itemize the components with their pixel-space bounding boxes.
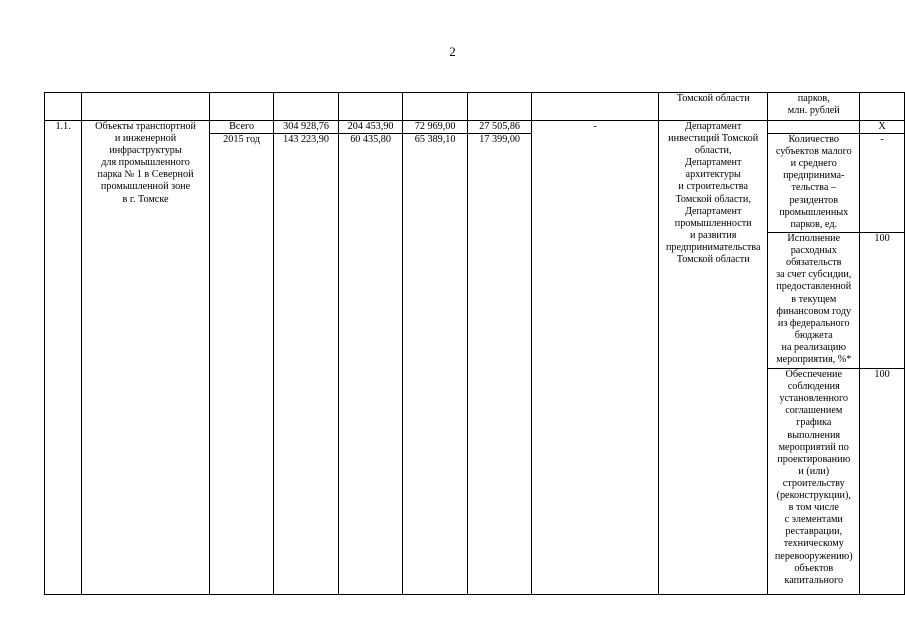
indicator-value: 100 <box>860 369 905 595</box>
indicator-continuation: парков, млн. рублей <box>768 93 860 121</box>
period-total: Всего <box>209 121 273 134</box>
fed-2015: 60 435,80 <box>338 134 403 595</box>
indicator-name: Исполнение расходных обязательств за счет субсидии, предоставленной в текущем финансовом году из федерального бюджета на реализацию мероприятия, %* <box>768 233 860 369</box>
cell-empty <box>338 93 403 121</box>
other-total: - <box>532 121 659 595</box>
indicator-name: Обеспечение соблюдения установленного соглашением графика выполнения мероприятий по проектированию и (или) строительству (реконструкции), в том числе с элементами реставрации, техническому перевооружению) объектов капитального <box>768 369 860 595</box>
cell-empty <box>274 93 339 121</box>
indicator-value: 100 <box>860 233 905 369</box>
period-2015: 2015 год <box>209 134 273 595</box>
cell-empty <box>209 93 273 121</box>
sum-2015: 143 223,90 <box>274 134 339 595</box>
row-total <box>45 121 905 134</box>
continuation-row <box>45 93 905 121</box>
page-number: 2 <box>449 44 456 59</box>
reg-total: 72 969,00 <box>403 121 468 134</box>
cell-empty <box>82 93 210 121</box>
program-table <box>44 92 905 595</box>
indicator-name: Количество субъектов малого и среднего предпринима- тельства – резидентов промышленных парков, ед. <box>768 134 860 233</box>
responsible: Департамент инвестиций Томской области, Департамент архитектуры и строительства Томской области, Департамент промышленности и развития предпринимательства Томской области <box>658 121 768 595</box>
sum-total: 304 928,76 <box>274 121 339 134</box>
reg-2015: 65 389,10 <box>403 134 468 595</box>
indicator-value: - <box>860 134 905 233</box>
local-total: 27 505,86 <box>467 121 532 134</box>
local-2015: 17 399,00 <box>467 134 532 595</box>
item-name: Объекты транспортной и инженерной инфраструктуры для промышленного парка № 1 в Северной промышленной зоне в г. Томске <box>82 121 210 595</box>
x-value: X <box>860 121 905 134</box>
item-number: 1.1. <box>45 121 82 595</box>
indicator-empty <box>768 121 860 134</box>
fed-total: 204 453,90 <box>338 121 403 134</box>
cell-empty <box>860 93 905 121</box>
cell-empty <box>45 93 82 121</box>
cell-empty <box>403 93 468 121</box>
responsible-continuation: Томской области <box>658 93 768 121</box>
cell-empty <box>532 93 659 121</box>
cell-empty <box>467 93 532 121</box>
